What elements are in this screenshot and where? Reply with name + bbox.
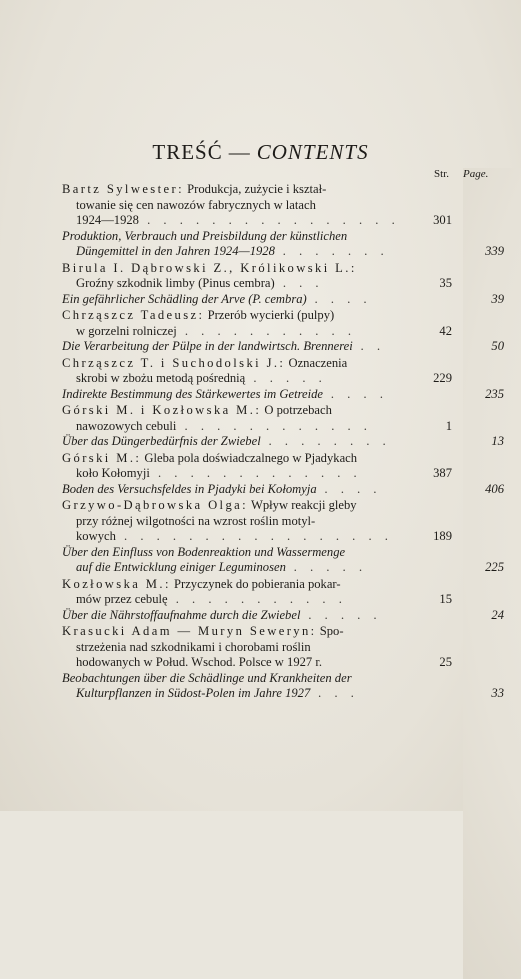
polish-page-number: 189: [433, 529, 452, 543]
dot-leader: . . .: [310, 686, 360, 700]
dot-leader: . .: [352, 339, 386, 353]
entry-title-german: Produktion, Verbrauch und Preisbildung der künstlichen: [62, 228, 348, 243]
german-page-number: 339: [485, 244, 504, 258]
entry-title-polish: kowych: [76, 529, 116, 543]
polish-page-number: 25: [439, 655, 452, 669]
dot-leader: . . . . .: [245, 371, 327, 385]
german-page-number: 50: [491, 339, 504, 353]
dot-leader: . . . . . . . . . . . . . . . .: [138, 213, 400, 227]
entry-title-german: Die Verarbeitung der Pülpe in der landwirtsch. Brennerei: [62, 339, 353, 353]
entry-german-line: [62, 387, 504, 403]
german-page-number: 406: [485, 481, 504, 496]
entry-german-line: [62, 229, 504, 245]
entry-polish-line: [62, 403, 504, 419]
entry-german-line: [62, 339, 504, 355]
entry-title-german: Ein gefährlicher Schädling der Arve (P. cembra): [62, 291, 307, 306]
contents-entry: [62, 498, 504, 576]
german-page-number: 235: [485, 386, 504, 401]
dot-leader: . . . . . . . . . . . . . . . . .: [115, 529, 393, 543]
contents-entry: [62, 356, 504, 403]
entry-german-line: [62, 671, 504, 687]
entry-title-polish: w gorzelni rolniczej: [76, 323, 177, 338]
contents-entry: [62, 403, 504, 450]
entry-title-polish: hodowanych w Połud. Wschod. Polsce w 1927 r.: [76, 655, 323, 669]
entry-title-polish: mów przez cebulę: [76, 592, 168, 606]
german-page-number: 39: [491, 291, 504, 306]
entry-author: Górski M. i Kozłowska M.:: [62, 403, 262, 417]
dot-leader: . . . .: [306, 291, 372, 306]
polish-page-number: 35: [439, 276, 452, 290]
german-page-number: 225: [485, 560, 504, 574]
dot-leader: . . . . . . . . . . .: [176, 323, 356, 338]
german-page-number: 24: [491, 607, 504, 622]
dot-leader: . . . . .: [285, 560, 368, 574]
entry-author: Bartz Sylwester:: [62, 182, 184, 196]
dot-leader: . . . .: [316, 481, 382, 496]
entry-title-polish: skrobi w zbożu metodą pośrednią: [76, 371, 246, 385]
entry-author: Grzywo-Dąbrowska Olga:: [62, 498, 249, 512]
entry-title-german: auf die Entwicklung einiger Leguminosen: [76, 560, 286, 574]
entry-title-polish: Przyczynek do pobierania pokar-: [170, 576, 341, 591]
entry-title-polish: strzeżenia nad szkodnikami i chorobami roślin: [76, 639, 311, 654]
entry-title-german: Indirekte Bestimmung des Stärkewertes im Getreide: [62, 386, 324, 401]
entry-title-polish: przy różnej wilgotności na wzrost roślin motyl-: [76, 513, 316, 528]
entry-title-german: Über das Düngerbedürfnis der Zwiebel: [62, 434, 261, 448]
entry-author: Krasucki Adam — Muryn Seweryn:: [62, 624, 317, 638]
entry-title-german: Düngemittel in den Jahren 1924—1928: [76, 244, 275, 258]
entry-title-polish: Groźny szkodnik limby (Pinus cembra): [76, 276, 275, 290]
entry-german-line: [62, 560, 504, 576]
entry-polish-line: [62, 356, 504, 372]
entry-german-line: [62, 434, 504, 450]
entry-title-polish: koło Kołomyji: [76, 466, 150, 480]
entry-polish-line: [62, 276, 504, 292]
polish-page-number: 387: [433, 466, 452, 480]
entry-author: Górski M.:: [62, 450, 142, 465]
entry-german-line: [62, 292, 504, 308]
contents-entry: [62, 624, 504, 702]
entry-german-line: [62, 545, 504, 561]
entry-title-german: Über die Nährstoffaufnahme durch die Zwiebel: [62, 607, 301, 622]
dot-leader: . . . .: [323, 386, 389, 401]
entry-title-german: Beobachtungen über die Schädlinge und Krankheiten der: [62, 670, 352, 685]
contents-entry: [62, 451, 504, 498]
contents-entry: [62, 308, 504, 355]
entry-polish-line: [62, 182, 504, 198]
entry-title-polish: Przerób wycierki (pulpy): [204, 308, 335, 322]
column-head-page: Page.: [463, 168, 521, 979]
entry-german-line: [62, 686, 504, 702]
polish-page-number: 1: [445, 418, 452, 433]
entry-polish-line: [62, 624, 504, 640]
entry-author: Birula I. Dąbrowski Z., Królikowski L.:: [62, 260, 357, 275]
entry-polish-line: [62, 371, 504, 387]
title-dash: —: [228, 140, 251, 164]
entry-german-line: [62, 608, 504, 624]
entry-polish-line: [62, 640, 504, 656]
entry-author: Chrząszcz T. i Suchodolski J.:: [62, 355, 286, 370]
contents-entry: [62, 261, 504, 308]
german-page-number: 13: [491, 434, 504, 448]
contents-entry: [62, 577, 504, 624]
polish-page-number: 229: [433, 371, 452, 385]
dot-leader: . . . . . . . .: [260, 434, 392, 448]
entry-title-polish: 1924—1928: [76, 213, 139, 227]
entry-author: Kozłowska M.:: [62, 576, 171, 591]
entry-polish-line: [62, 577, 504, 593]
entry-german-line: [62, 482, 504, 498]
entry-polish-line: [62, 466, 504, 482]
entry-polish-line: [62, 213, 504, 229]
entry-polish-line: [62, 529, 504, 545]
dot-leader: . . . . . . . . . . . . .: [149, 466, 362, 480]
dot-leader: . . . . . . . . . . . .: [176, 418, 372, 433]
polish-page-number: 301: [433, 213, 452, 227]
entry-german-line: [62, 244, 504, 260]
entry-polish-line: [62, 419, 504, 435]
entry-polish-line: [62, 592, 504, 608]
entry-polish-line: [62, 514, 504, 530]
entry-polish-line: [62, 655, 504, 671]
entry-title-polish: Produkcja, zużycie i kształ-: [184, 182, 327, 196]
entry-title-german: Kulturpflanzen in Südost-Polen im Jahre 1927: [76, 686, 311, 700]
contents-list: [62, 182, 504, 703]
entry-author: Chrząszcz Tadeusz:: [62, 308, 205, 322]
dot-leader: . . . . .: [300, 607, 382, 622]
polish-page-number: 42: [439, 323, 452, 338]
title-polish: TREŚĆ: [152, 140, 223, 164]
entry-polish-line: [62, 261, 504, 277]
entry-title-polish: Oznaczenia: [285, 355, 348, 370]
entry-polish-line: [62, 324, 504, 340]
entry-title-german: Boden des Versuchsfeldes in Pjadyki bei Kołomyja: [62, 481, 317, 496]
dot-leader: . . .: [274, 276, 324, 290]
entry-title-polish: nawozowych cebuli: [76, 418, 177, 433]
title-english: CONTENTS: [256, 140, 369, 164]
entry-title-polish: Spo-: [316, 624, 344, 638]
entry-polish-line: [62, 308, 504, 324]
column-head-str: Str.: [434, 168, 449, 180]
entry-title-german: Über den Einfluss von Bodenreaktion und Wassermenge: [62, 544, 346, 559]
entry-polish-line: [62, 198, 504, 214]
entry-polish-line: [62, 498, 504, 514]
dot-leader: . . . . . . . . . . .: [167, 592, 347, 606]
german-page-number: 33: [491, 686, 504, 700]
dot-leader: . . . . . . .: [274, 244, 389, 258]
entry-title-polish: O potrzebach: [261, 403, 332, 417]
polish-page-number: 15: [439, 592, 452, 606]
entry-title-polish: towanie się cen nawozów fabrycznych w latach: [76, 197, 316, 212]
contents-entry: [62, 182, 504, 260]
page-title: [0, 140, 521, 165]
entry-title-polish: Gleba pola doświadczalnego w Pjadykach: [141, 450, 358, 465]
entry-title-polish: Wpływ reakcji gleby: [248, 498, 357, 512]
entry-polish-line: [62, 451, 504, 467]
